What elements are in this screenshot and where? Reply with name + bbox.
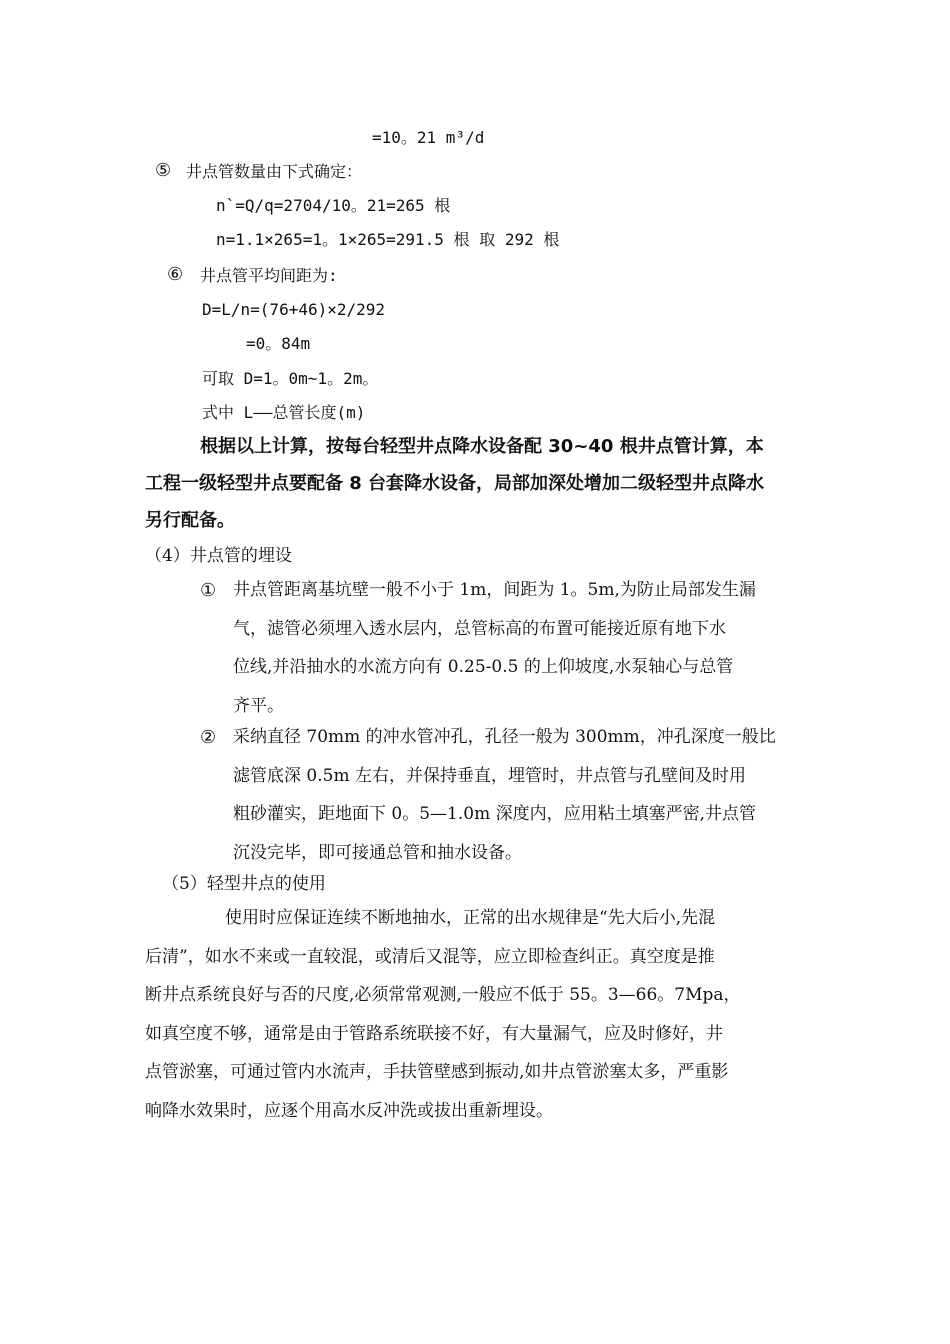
item2-paragraph <box>233 718 813 872</box>
section5-paragraph <box>145 899 815 1130</box>
section5-line: 响降水效果时，应逐个用高水反冲洗或拔出重新埋设。 <box>145 1100 553 1121</box>
section5-line: 点管淤塞，可通过管内水流声，手扶管壁感到振动,如井点管淤塞太多，严重影 <box>145 1062 729 1082</box>
item1-line: 齐平。 <box>233 695 284 716</box>
section5-line: 断井点系统良好与否的尺度,必须常常观测,一般应不低于 55。3—66。7Mpa， <box>145 985 741 1005</box>
d-formula: D=L/n=(76+46)×2/292 <box>202 300 386 319</box>
conclusion-line-3: 另行配备。 <box>145 510 235 531</box>
item2-line: 滤管底深 0.5m 左右，并保持垂直，埋管时，井点管与孔壁间及时用 <box>233 765 746 786</box>
step5-marker: ⑤ <box>155 160 172 181</box>
where-note: 式中 L——总管长度(m) <box>202 403 366 422</box>
section5-heading: （5）轻型井点的使用 <box>162 874 326 894</box>
item2-line: 沉没完毕，即可接通总管和抽水设备。 <box>233 842 522 863</box>
item1-paragraph <box>233 571 813 725</box>
section4-heading: （4）井点管的埋设 <box>145 546 292 566</box>
step6-marker: ⑥ <box>167 264 184 285</box>
section5-line: 如真空度不够，通常是由于管路系统联接不好，有大量漏气，应及时修好，井 <box>145 1023 723 1044</box>
d-choice: 可取 D=1。0m~1。2m。 <box>202 369 379 388</box>
section5-line: 使用时应保证连续不断地抽水，正常的出水规律是“先大后小,先混 <box>225 908 716 928</box>
step5-title: 井点管数量由下式确定： <box>186 162 363 181</box>
q-result: =10。21 m³/d <box>372 128 485 147</box>
conclusion-line-2: 工程一级轻型井点要配备 8 台套降水设备，局部加深处增加二级轻型井点降水 <box>145 473 765 494</box>
n-value-formula: n=1.1×265=1。1×265=291.5 根 取 292 根 <box>216 230 560 249</box>
n-prime-formula: n`=Q/q=2704/10。21=265 根 <box>216 196 451 215</box>
item1-line: 位线,并沿抽水的水流方向有 0.25-0.5 的上仰坡度,水泵轴心与总管 <box>233 657 734 677</box>
item1-marker: ① <box>200 580 217 601</box>
item2-line: 采纳直径 70mm 的冲水管冲孔，孔径一般为 300mm，冲孔深度一般比 <box>233 727 776 747</box>
item2-marker: ② <box>200 727 217 748</box>
section5-line: 后清”，如水不来或一直较混，或清后又混等，应立即检查纠正。真空度是推 <box>145 946 715 967</box>
item2-line: 粗砂灌实，距地面下 0。5—1.0m 深度内，应用粘土填塞严密,井点管 <box>233 804 756 824</box>
conclusion-line-1: 根据以上计算，按每台轻型井点降水设备配 30~40 根井点管计算，本 <box>200 436 764 457</box>
step6-title: 井点管平均间距为: <box>200 266 338 285</box>
d-result: =0。84m <box>246 334 311 353</box>
item1-line: 井点管距离基坑壁一般不小于 1m，间距为 1。5m,为防止局部发生漏 <box>233 580 756 600</box>
item1-line: 气，滤管必须埋入透水层内，总管标高的布置可能接近原有地下水 <box>233 618 726 639</box>
